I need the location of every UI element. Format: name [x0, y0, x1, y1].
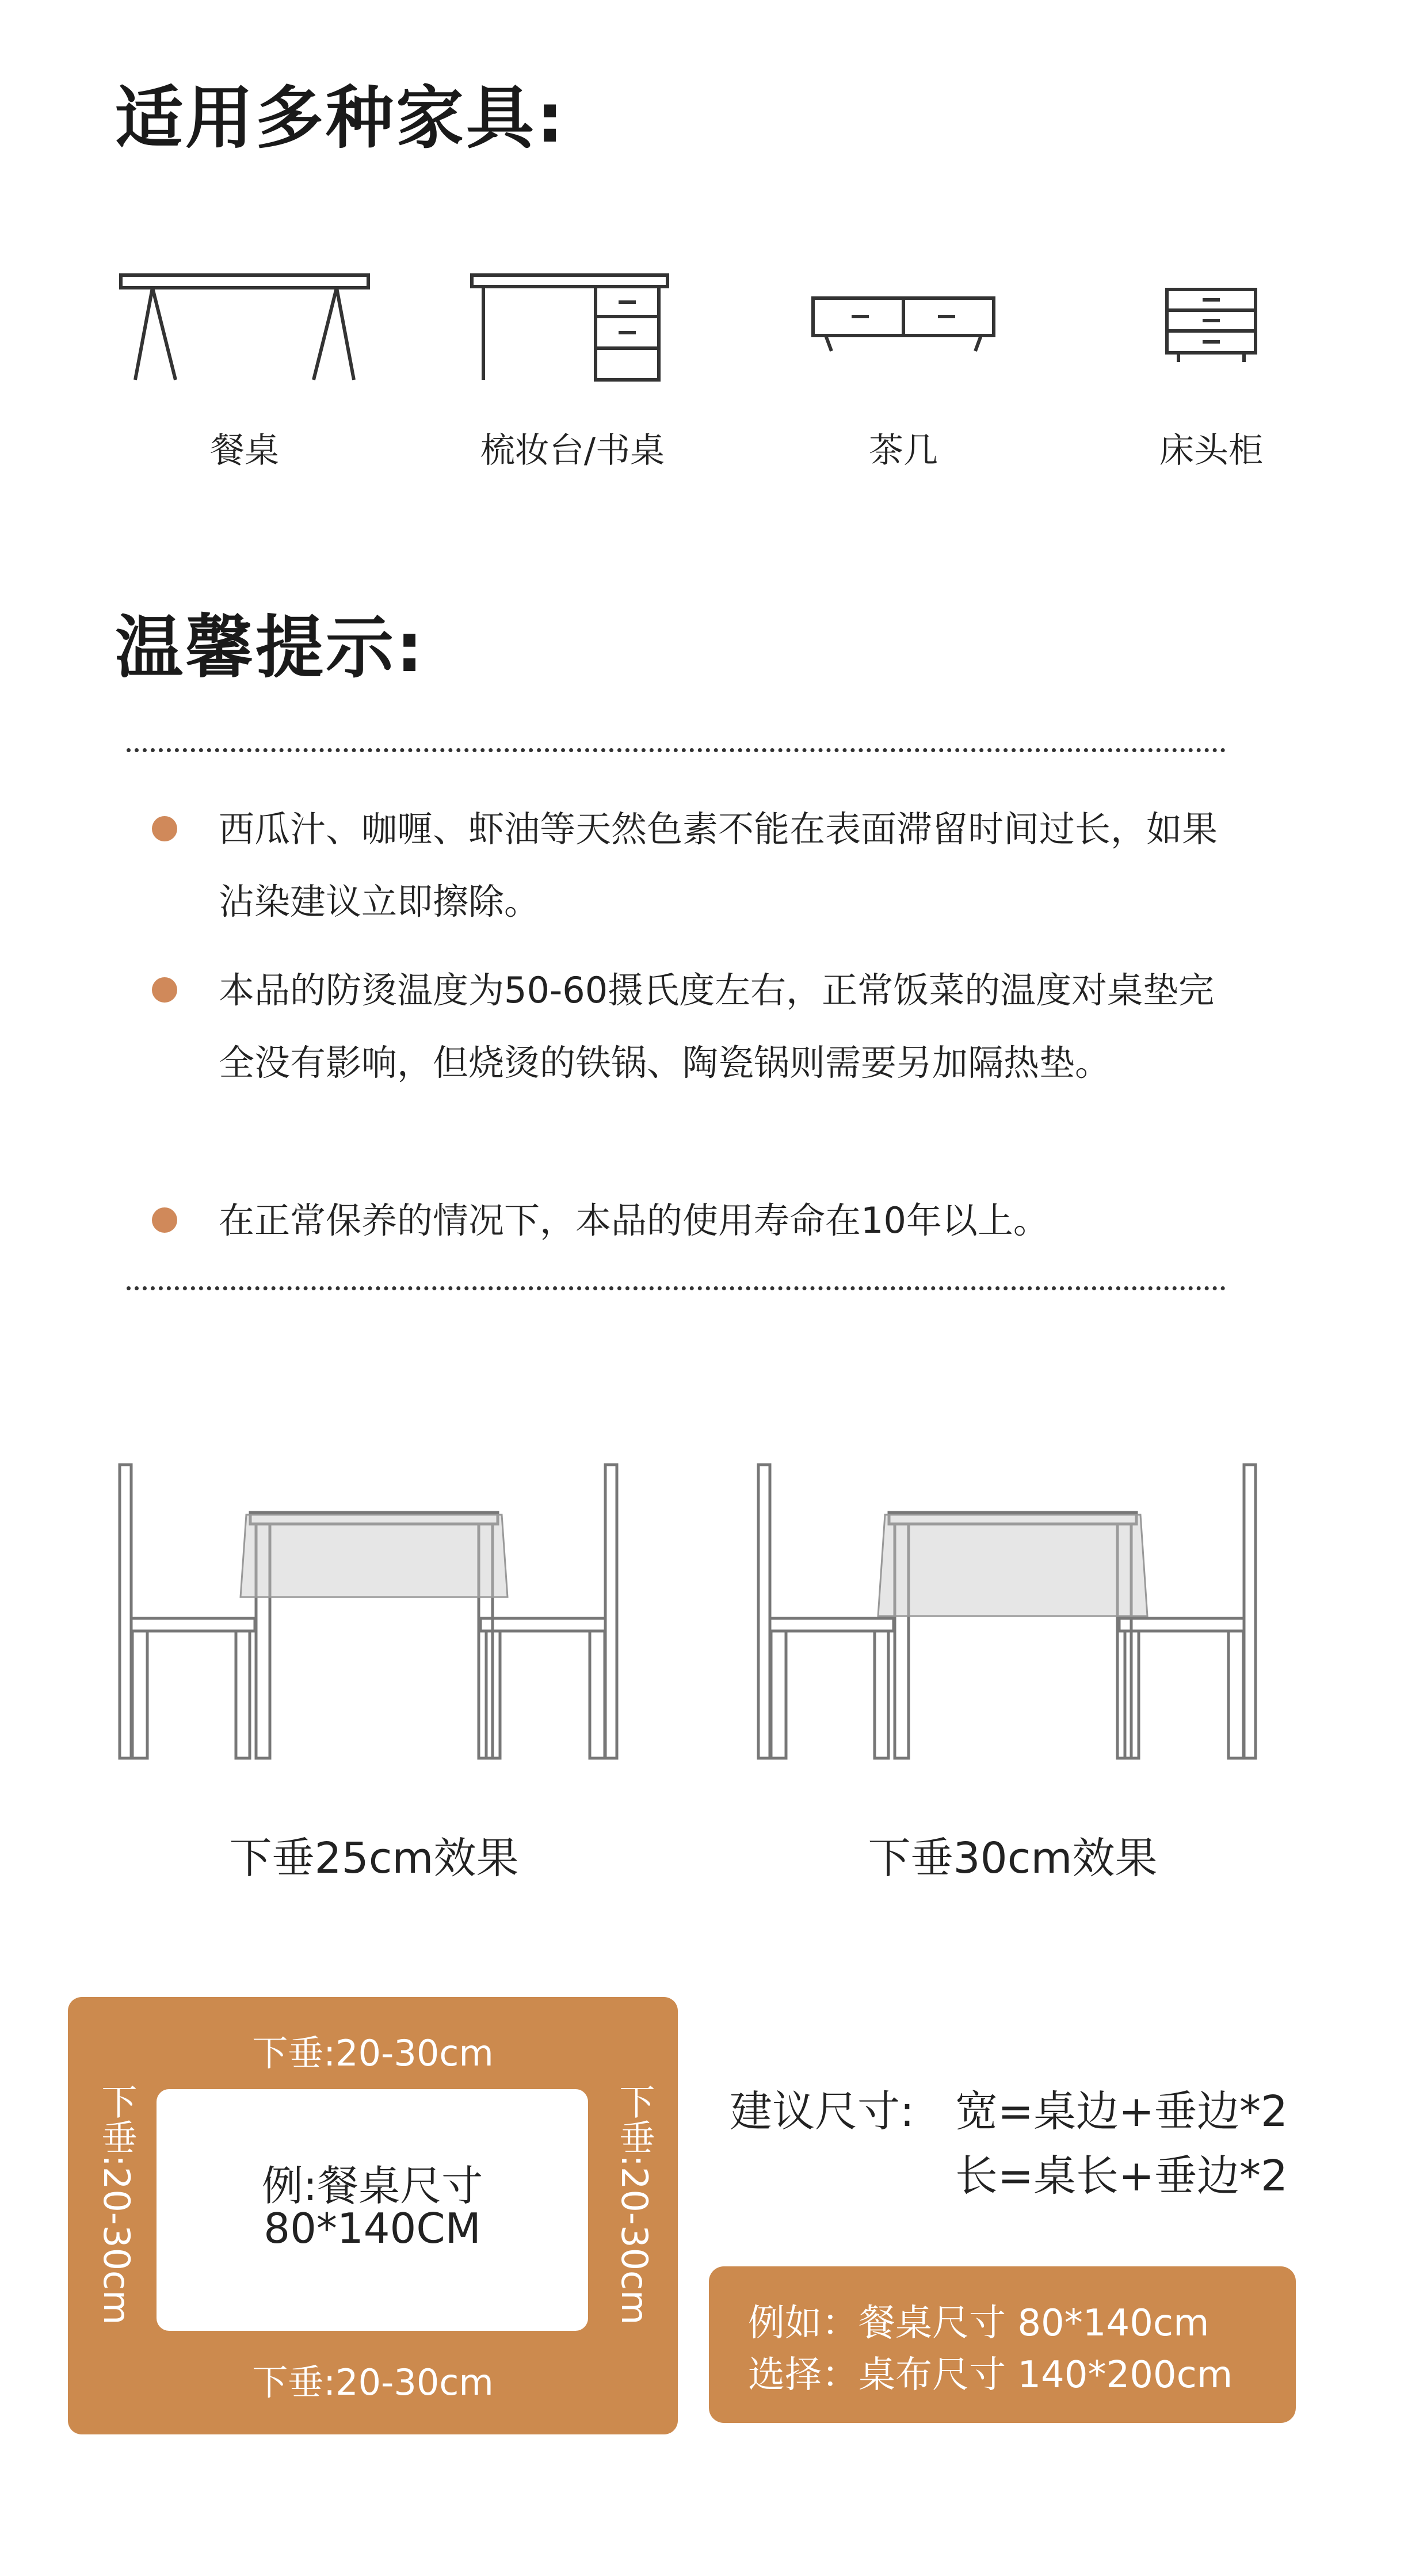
drape-25cm-label: 下垂25cm效果	[229, 1834, 519, 1883]
tip-bullet-3	[152, 1207, 177, 1233]
furniture-label-nightstand: 床头柜	[1159, 430, 1263, 471]
tip-bullet-2	[152, 977, 177, 1003]
tips-section-title: 温馨提示:	[115, 608, 426, 687]
tip-text-2: 本品的防烫温度为50-60摄氏度左右，正常饭菜的温度对桌垫完全没有影响，但烧烫的铁锅、陶瓷锅则需要另加隔热垫。	[219, 969, 1215, 1084]
tip-text-1: 西瓜汁、咖喱、虾油等天然色素不能在表面滞留时间过长，如果沾染建议立即擦除。	[219, 808, 1218, 923]
desk-icon	[469, 270, 670, 386]
tip-bullet-1	[152, 816, 177, 841]
tip-text-3: 在正常保养的情况下，本品的使用寿命在10年以上。	[219, 1199, 1049, 1241]
drape-bottom-label: 下垂:20-30cm	[252, 2361, 494, 2403]
drape-25cm-illustration	[115, 1462, 633, 1767]
furniture-section-title: 适用多种家具:	[115, 78, 566, 158]
recommended-size-label: 建议尺寸:	[730, 2087, 914, 2136]
recommended-width-formula: 宽=桌边+垂边*2	[955, 2087, 1288, 2136]
furniture-label-coffee-table: 茶几	[869, 430, 938, 471]
drape-right-label: 下垂:20-30cm	[613, 2083, 655, 2325]
furniture-label-desk: 梳妆台/书桌	[480, 430, 665, 471]
tips-top-divider	[127, 748, 1226, 752]
tips-bottom-divider	[127, 1286, 1226, 1290]
drape-left-label: 下垂:20-30cm	[96, 2083, 138, 2325]
example-table-size-line2: 80*140CM	[264, 2204, 481, 2253]
drape-30cm-illustration	[754, 1462, 1272, 1767]
nightstand-icon	[1162, 285, 1260, 365]
drape-top-label: 下垂:20-30cm	[252, 2032, 494, 2074]
recommended-length-formula: 长=桌长+垂边*2	[955, 2151, 1288, 2201]
dining-table-icon	[118, 270, 371, 386]
furniture-label-dining-table: 餐桌	[210, 430, 279, 471]
tv-stand-icon	[808, 294, 998, 357]
example-table-size: 例如：餐桌尺寸 80*140cm	[748, 2302, 1209, 2345]
drape-30cm-label: 下垂30cm效果	[868, 1834, 1158, 1883]
example-cloth-size: 选择：桌布尺寸 140*200cm	[748, 2354, 1233, 2396]
example-table-size-line1: 例:餐桌尺寸	[261, 2162, 483, 2210]
